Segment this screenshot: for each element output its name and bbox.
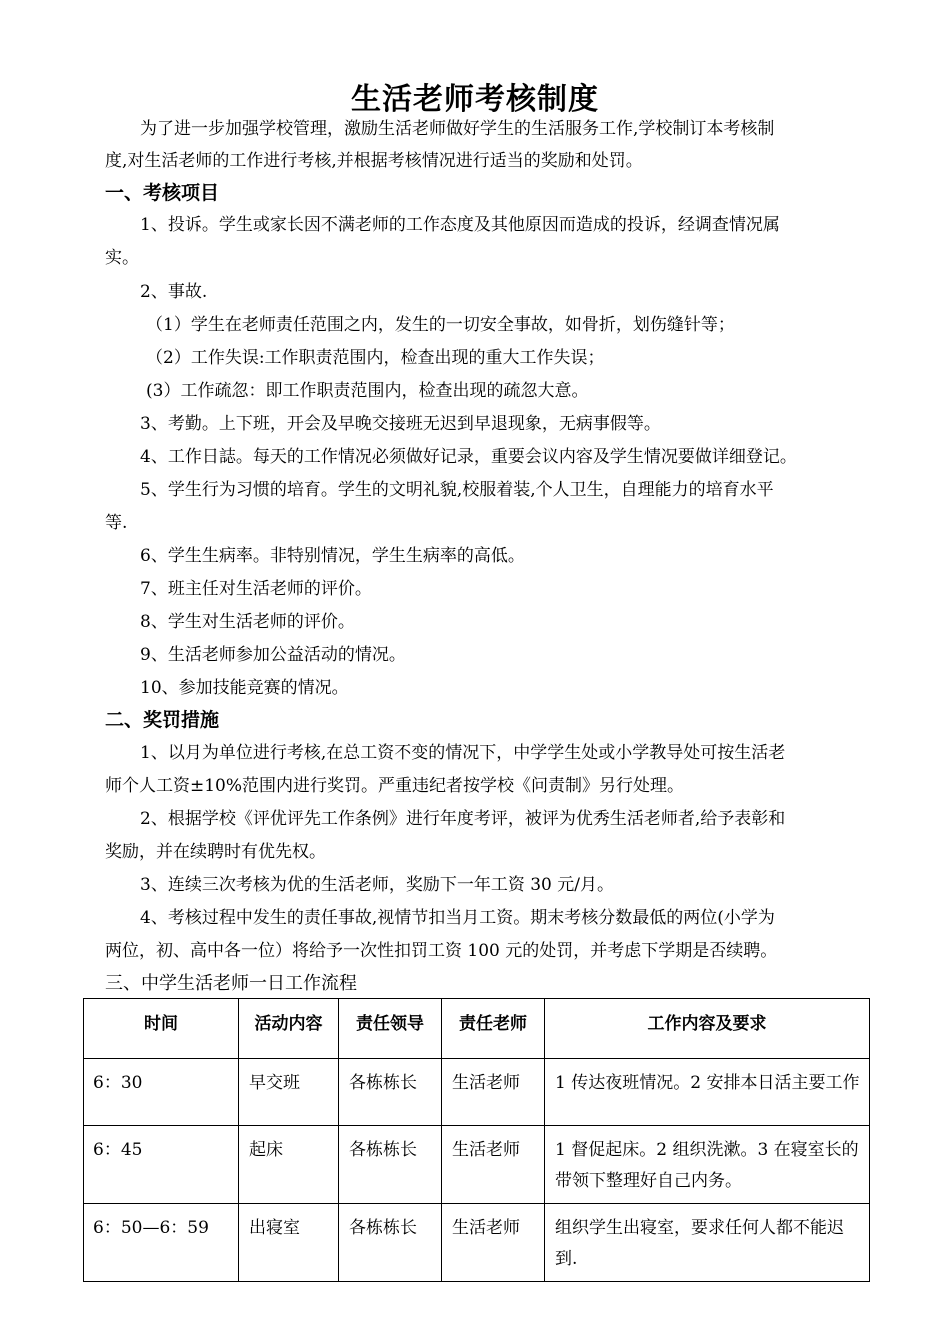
cell-content: 组织学生出寝室，要求任何人都不能迟到. — [545, 1204, 870, 1282]
cell-activity: 早交班 — [239, 1059, 339, 1126]
assessment-line: （2）工作失误:工作职责范围内，检查出现的重大工作失误； — [146, 348, 605, 368]
assessment-line: 2、事故. — [140, 282, 208, 302]
cell-time: 6：30 — [84, 1059, 239, 1126]
table-row — [84, 1126, 870, 1204]
cell-teacher: 生活老师 — [442, 1204, 545, 1282]
assessment-line: 9、生活老师参加公益活动的情况。 — [140, 645, 406, 665]
cell-time: 6：50—6：59 — [84, 1204, 239, 1282]
assessment-line: 实。 — [105, 248, 139, 268]
rewards-line: 两位，初、高中各一位）将给予一次性扣罚工资 100 元的处罚，并考虑下学期是否续聘。 — [105, 941, 778, 961]
cell-teacher: 生活老师 — [442, 1126, 545, 1204]
rewards-line: 4、考核过程中发生的责任事故,视情节扣当月工资。期末考核分数最低的两位(小学为 — [140, 908, 775, 928]
cell-activity: 出寝室 — [239, 1204, 339, 1282]
cell-activity: 起床 — [239, 1126, 339, 1204]
cell-content: 1 传达夜班情况。2 安排本日活主要工作 — [545, 1059, 870, 1126]
section-heading-assessment: 一、考核项目 — [105, 182, 220, 204]
assessment-line: 10、参加技能竞赛的情况。 — [140, 678, 349, 698]
assessment-line: 1、投诉。学生或家长因不满老师的工作态度及其他原因而造成的投诉，经调查情况属 — [140, 215, 780, 235]
table-row — [84, 1059, 870, 1126]
assessment-line: 7、班主任对生活老师的评价。 — [140, 579, 372, 599]
cell-content: 1 督促起床。2 组织洗漱。3 在寝室长的带领下整理好自己内务。 — [545, 1126, 870, 1204]
intro-line: 度,对生活老师的工作进行考核,并根据考核情况进行适当的奖励和处罚。 — [105, 151, 643, 171]
cell-leader: 各栋栋长 — [339, 1126, 442, 1204]
table-row — [84, 1204, 870, 1282]
column-header-time: 时间 — [84, 999, 239, 1059]
column-header-leader: 责任领导 — [339, 999, 442, 1059]
cell-leader: 各栋栋长 — [339, 1204, 442, 1282]
assessment-line: 8、学生对生活老师的评价。 — [140, 612, 355, 632]
assessment-line: （1）学生在老师责任范围之内，发生的一切安全事故，如骨折，划伤缝针等； — [146, 315, 735, 335]
rewards-line: 1、以月为单位进行考核,在总工资不变的情况下，中学学生处或小学教导处可按生活老 — [140, 743, 786, 763]
assessment-line: 5、学生行为习惯的培育。学生的文明礼貌,校服着装,个人卫生，自理能力的培育水平 — [140, 480, 774, 500]
daily-workflow-table — [83, 998, 870, 1282]
cell-teacher: 生活老师 — [442, 1059, 545, 1126]
table-header-row — [84, 999, 870, 1059]
rewards-line: 师个人工资±10%范围内进行奖罚。严重违纪者按学校《问责制》另行处理。 — [105, 776, 685, 796]
section-heading-workflow: 三、中学生活老师一日工作流程 — [105, 973, 357, 994]
page-title: 生活老师考核制度 — [351, 82, 599, 117]
column-header-teacher: 责任老师 — [442, 999, 545, 1059]
assessment-line: 等. — [105, 513, 128, 533]
assessment-line: (3）工作疏忽：即工作职责范围内，检查出现的疏忽大意。 — [146, 381, 589, 401]
cell-leader: 各栋栋长 — [339, 1059, 442, 1126]
rewards-line: 2、根据学校《评优评先工作条例》进行年度考评，被评为优秀生活老师者,给予表彰和 — [140, 809, 786, 829]
assessment-line: 3、考勤。上下班，开会及早晚交接班无迟到早退现象，无病事假等。 — [140, 414, 661, 434]
rewards-line: 3、连续三次考核为优的生活老师，奖励下一年工资 30 元/月。 — [140, 875, 614, 895]
intro-line: 为了进一步加强学校管理，激励生活老师做好学生的生活服务工作,学校制订本考核制 — [140, 119, 775, 139]
assessment-line: 4、工作日誌。每天的工作情况必须做好记录，重要会议内容及学生情况要做详细登记。 — [140, 447, 797, 467]
cell-time: 6：45 — [84, 1126, 239, 1204]
section-heading-rewards: 二、奖罚措施 — [105, 709, 220, 731]
column-header-content: 工作内容及要求 — [545, 999, 870, 1059]
column-header-activity: 活动内容 — [239, 999, 339, 1059]
rewards-line: 奖励，并在续聘时有优先权。 — [105, 842, 326, 862]
assessment-line: 6、学生生病率。非特别情况，学生生病率的高低。 — [140, 546, 525, 566]
